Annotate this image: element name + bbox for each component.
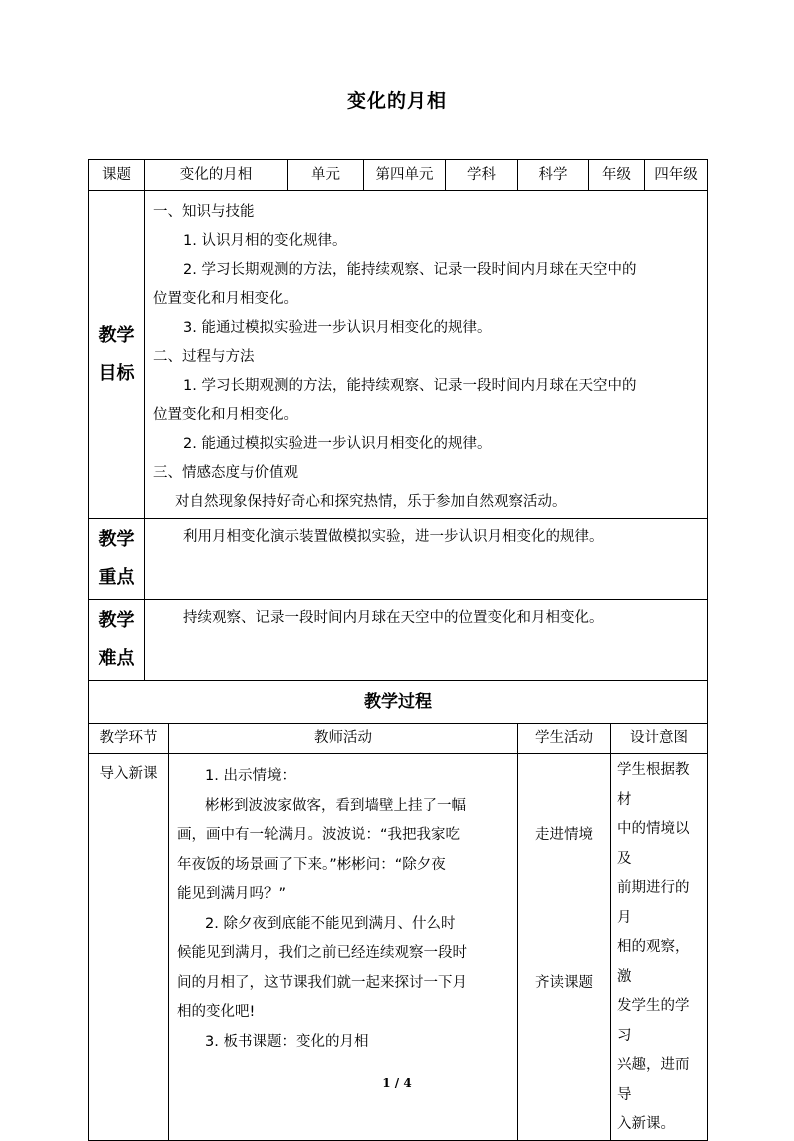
goals-content [145,191,708,519]
teacher-line: 2. 除夕夜到底能不能见到满月、什么时 [205,915,456,932]
teacher-line: 能见到满月吗？” [177,886,287,902]
subject-label: 学科 [446,160,518,191]
difficulty-label-line-1: 教学 [98,610,135,631]
col-student-header: 学生活动 [518,724,611,754]
goals-line: 2. 学习长期观测的方法，能持续观察、记录一段时间内月球在天空中的 [183,262,637,278]
goals-line: 二、过程与方法 [153,349,255,365]
design-line: 中的情境以及 [617,821,690,867]
goals-line: 3. 能通过模拟实验进一步认识月相变化的规律。 [183,320,492,336]
teacher-line: 1. 出示情境： [205,768,296,784]
goals-line: 一、知识与技能 [153,204,255,220]
process-title-row [89,681,708,724]
col-teacher-header: 教师活动 [169,724,518,754]
page-number: 1 / 4 [382,1076,412,1090]
difficulty-label-line-2: 难点 [98,648,135,669]
student-activity-2: 齐读课题 [535,974,593,991]
goals-row [89,191,708,519]
goals-label [89,191,145,519]
key-point-row [89,519,708,600]
key-point-content [145,519,708,600]
goals-label-line-2: 目标 [98,362,135,384]
student-activity-1: 走进情境 [535,827,593,843]
stage-text: 导入新课 [99,766,158,782]
difficulty-content [145,600,708,681]
teacher-line: 画，画中有一轮满月。波波说：“我把我家吃 [177,827,461,843]
process-header-row [89,724,708,754]
goals-line: 位置变化和月相变化。 [153,407,298,423]
page-title: 变化的月相 [346,90,447,112]
col-stage-header: 教学环节 [89,724,169,754]
key-point-text: 利用月相变化演示装置做模拟实验，进一步认识月相变化的规律。 [183,529,604,545]
goals-line: 对自然现象保持好奇心和探究热情，乐于参加自然观察活动。 [175,494,567,510]
goals-line: 1. 学习长期观测的方法，能持续观察、记录一段时间内月球在天空中的 [183,378,637,394]
key-point-label-line-1: 教学 [98,529,135,550]
unit-label: 单元 [288,160,364,191]
subject-value: 科学 [518,160,589,191]
design-line: 前期进行的月 [617,880,690,926]
difficulty-text: 持续观察、记录一段时间内月球在天空中的位置变化和月相变化。 [183,610,604,626]
design-line: 学生根据教材 [617,762,690,808]
difficulty-label [89,600,145,681]
process-title: 教学过程 [89,681,708,724]
header-row [89,160,708,191]
grade-value: 四年级 [645,160,708,191]
grade-label: 年级 [589,160,645,191]
course-value: 变化的月相 [145,160,288,191]
course-label: 课题 [89,160,145,191]
design-line: 发学生的学习 [617,998,690,1044]
unit-value: 第四单元 [364,160,446,191]
goals-line: 位置变化和月相变化。 [153,291,298,307]
teacher-line: 候能见到满月，我们之前已经连续观察一段时 [177,945,467,961]
goals-line: 1. 认识月相的变化规律。 [183,233,347,249]
col-design-header: 设计意图 [611,724,708,754]
key-point-label [89,519,145,600]
goals-label-line-1: 教学 [98,324,135,346]
lesson-plan-table [88,159,708,1141]
goals-line: 2. 能通过模拟实验进一步认识月相变化的规律。 [183,436,492,452]
teacher-line: 彬彬到波波家做客，看到墙壁上挂了一幅 [205,797,466,814]
teacher-line: 间的月相了，这节课我们就一起来探讨一下月 [177,974,467,991]
design-line: 入新课。 [617,1116,675,1132]
goals-line: 三、情感态度与价值观 [153,465,298,481]
teacher-line: 年夜饭的场景画了下来。”彬彬问：“除夕夜 [177,856,446,873]
difficulty-row [89,600,708,681]
teacher-line: 3. 板书课题：变化的月相 [205,1033,369,1050]
key-point-label-line-2: 重点 [98,567,135,588]
design-line: 相的观察，激 [617,939,690,985]
design-line: 兴趣，进而导 [617,1057,690,1103]
teacher-line: 相的变化吧! [177,1004,256,1020]
